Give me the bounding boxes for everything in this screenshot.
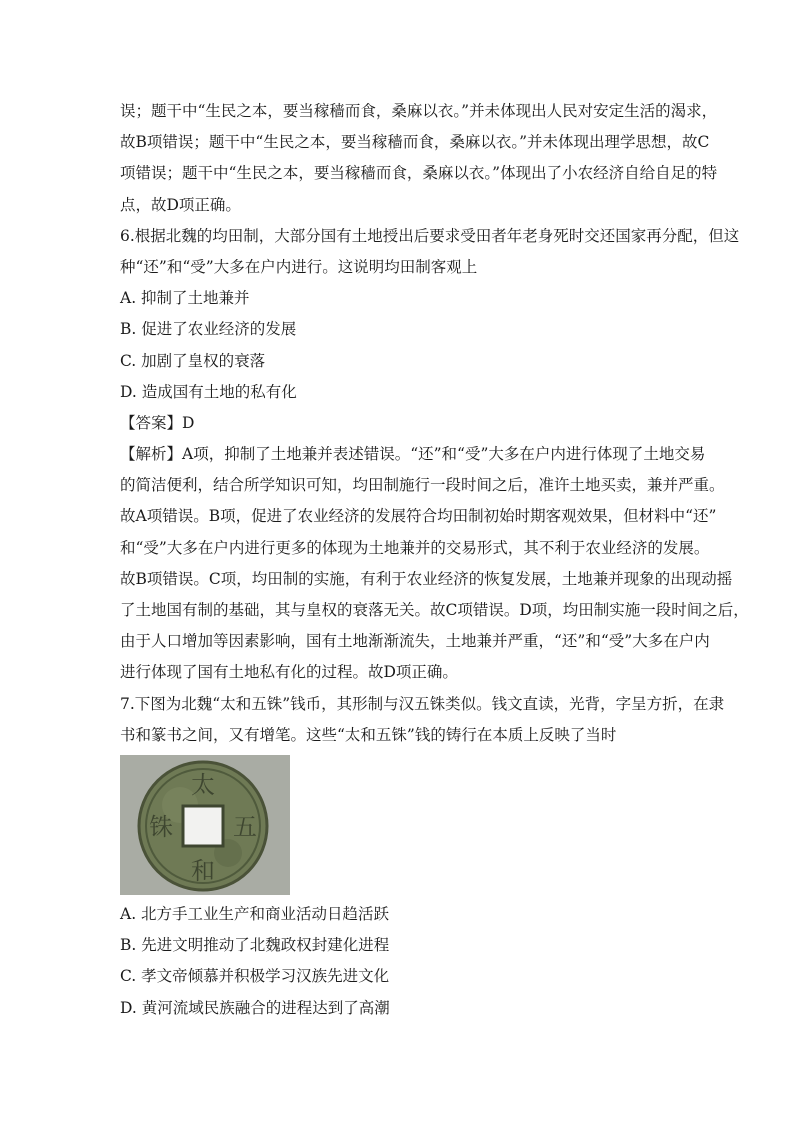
option-a: A. 抑制了土地兼并 (120, 289, 250, 308)
analysis-line: 了土地国有制的基础，其与皇权的衰落无关。故C项错误。D项，均田制实施一段时间之后， (120, 601, 749, 619)
analysis-line: 进行体现了国有土地私有化的过程。故D项正确。 (120, 663, 458, 682)
analysis-line: 故B项错误；题干中“生民之本，要当稼穑而食，桑麻以衣。”并未体现出理学思想，故C (120, 133, 710, 152)
question-6-stem: 种“还”和“受”大多在户内进行。这说明均田制客观上 (120, 257, 478, 276)
question-7-stem: 书和篆书之间，又有增笔。这些“太和五铢”钱的铸行在本质上反映了当时 (120, 725, 617, 744)
analysis-line: 点，故D项正确。 (120, 195, 241, 214)
analysis-line: 故B项错误。C项，均田制的实施，有利于农业经济的恢复发展，土地兼并现象的出现动摇 (120, 569, 733, 588)
coin-image (120, 755, 290, 895)
coin-char-top: 太 (191, 770, 215, 799)
coin-char-left: 铢 (149, 812, 173, 841)
option-c: C. 加剧了皇权的衰落 (120, 351, 266, 370)
answer-label: 【答案】D (120, 413, 195, 432)
question-6-stem: 6.根据北魏的均田制，大部分国有土地授出后要求受田者年老身死时交还国家再分配，但这 (120, 226, 740, 245)
coin-char-bottom: 和 (191, 856, 215, 885)
document-page (120, 96, 749, 1024)
option-d: D. 造成国有土地的私有化 (120, 382, 297, 401)
coin-square-hole (183, 806, 223, 846)
analysis-line: 和“受”大多在户内进行更多的体现为土地兼并的交易形式，其不利于农业经济的发展。 (120, 538, 710, 557)
option-a: A. 北方手工业生产和商业活动日趋活跃 (120, 904, 390, 923)
coin-char-right: 五 (233, 812, 257, 841)
analysis-line: 故A项错误。B项，促进了农业经济的发展符合均田制初始时期客观效果，但材料中“还” (120, 507, 717, 526)
analysis-line: 项错误；题干中“生民之本，要当稼穑而食，桑麻以衣。”体现出了小农经济自给自足的特 (120, 164, 718, 183)
question-7-stem: 7.下图为北魏“太和五铢”钱币，其形制与汉五铢类似。钱文直读，光背，字呈方折，在隶 (120, 694, 725, 713)
analysis-line: 误；题干中“生民之本，要当稼穑而食，桑麻以衣。”并未体现出人民对安定生活的渴求， (120, 102, 718, 120)
option-b: B. 促进了农业经济的发展 (120, 320, 297, 339)
analysis-line: 的简洁便利，结合所学知识可知，均田制施行一段时间之后，准许土地买卖，兼并严重。 (120, 476, 725, 495)
analysis-line: 【解析】A项，抑制了土地兼并表述错误。“还”和“受”大多在户内进行体现了土地交易 (120, 445, 706, 464)
analysis-line: 由于人口增加等因素影响，国有土地渐渐流失，土地兼并严重，“还”和“受”大多在户内 (120, 632, 710, 651)
option-d: D. 黄河流域民族融合的进程达到了高潮 (120, 998, 390, 1017)
option-b: B. 先进文明推动了北魏政权封建化进程 (120, 936, 390, 955)
option-c: C. 孝文帝倾慕并积极学习汉族先进文化 (120, 967, 390, 986)
